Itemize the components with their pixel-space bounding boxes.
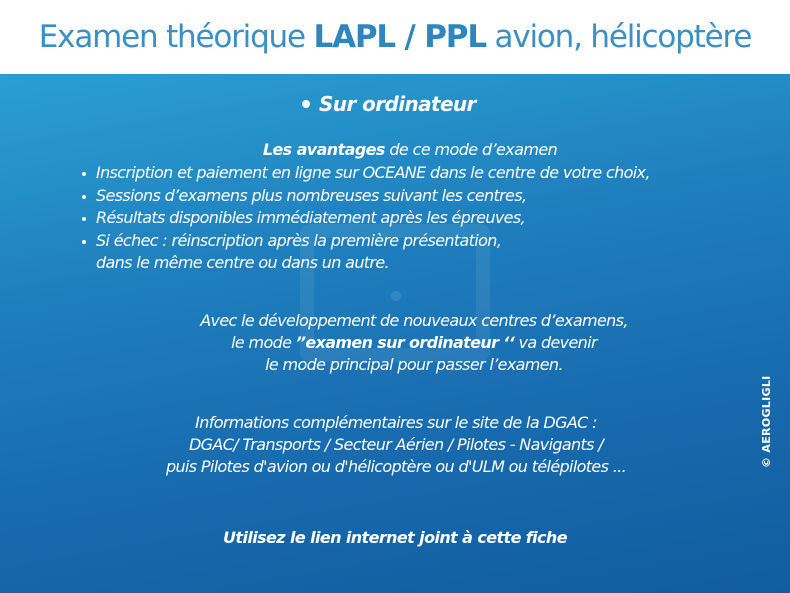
info-line-1: Informations complémentaires sur le site de la DGAC :	[195, 413, 597, 432]
development-line-2-suffix: va devenir	[514, 333, 597, 352]
advantages-heading-rest: de ce mode d’examen	[384, 140, 558, 159]
list-item-text: Si échec : réinscription après la première présentation,	[96, 230, 502, 250]
info-line-3: puis Pilotes d'avion ou d'hélicoptère ou d'ULM ou télépilotes ...	[165, 457, 627, 476]
development-line-2-prefix: le mode	[231, 333, 296, 352]
title-suffix: avion, hélicoptère	[485, 19, 752, 55]
list-item	[82, 207, 650, 230]
section-title-text: Sur ordinateur	[319, 92, 476, 116]
development-line-3: le mode principal pour passer l’examen.	[265, 355, 563, 374]
development-line-1: Avec le développement de nouveaux centres d’examens,	[200, 311, 628, 330]
copyright-notice: © AEROGLIGLI	[760, 375, 773, 468]
advantages-list	[82, 162, 650, 275]
development-line-2	[38, 332, 790, 354]
title-bold: LAPL / PPL	[313, 19, 486, 55]
info-paragraph	[0, 412, 790, 478]
list-item-continuation: dans le même centre ou dans un autre.	[96, 253, 389, 272]
list-item	[82, 230, 650, 275]
computer-watermark-button-icon	[391, 291, 401, 301]
title-prefix: Examen théorique	[38, 19, 314, 55]
list-item-text: Résultats disponibles immédiatement après les épreuves,	[96, 208, 525, 227]
content-panel	[0, 74, 790, 593]
header	[0, 0, 790, 74]
development-line-2-bold: ”examen sur ordinateur ‘‘	[295, 333, 515, 352]
advantages-heading	[0, 140, 790, 159]
page-title	[39, 19, 751, 55]
bullet-icon	[302, 100, 310, 108]
advantages-heading-bold: Les avantages	[262, 140, 385, 159]
development-paragraph	[0, 310, 790, 376]
list-item	[82, 185, 650, 208]
list-item	[82, 162, 650, 185]
list-item-text: Inscription et paiement en ligne sur OCEANE dans le centre de votre choix,	[96, 163, 650, 182]
info-line-2: DGAC/ Transports / Secteur Aérien / Pilotes - Navigants /	[188, 435, 604, 454]
list-item-text: Sessions d’examens plus nombreuses suivant les centres,	[96, 185, 527, 205]
link-instruction: Utilisez le lien internet joint à cette fiche	[223, 528, 567, 547]
section-title	[302, 92, 476, 116]
